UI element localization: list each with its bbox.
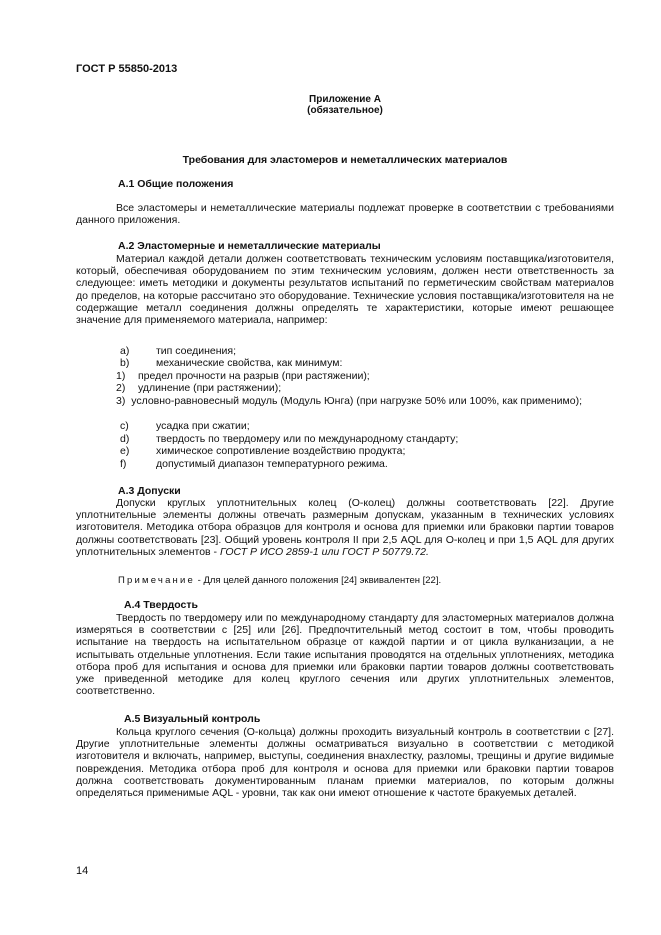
note	[118, 575, 441, 586]
list-text: удлинение (при растяжении);	[138, 382, 282, 394]
section-a5-heading: А.5 Визуальный контроль	[124, 713, 261, 725]
section-a3-text	[76, 497, 614, 558]
list-marker: 3)	[116, 395, 126, 407]
list-marker: 2)	[116, 382, 126, 394]
list-text: усадка при сжатии;	[156, 420, 250, 432]
section-a2-text: Материал каждой детали должен соответствовать техническим условиям поставщика/изготовителя, который, обеспечивая оборудованием по этим техническим условиям, должен нести ответственность за следующее: иметь методики и документы результатов испытаний по герметическим свойствам материалов до пределов, на которые рассчитано это оборудование. Технические условия поставщика/изготовителя на не содержащие металл соединения должны определять те характеристики, которые имеют решающее значение для применяемого материала, например:	[76, 253, 614, 327]
standard-reference: ГОСТ Р ИСО 2859-1	[219, 545, 319, 558]
list-text: условно-равновесный модуль (Модуль Юнга) (при нагрузке 50% или 100%, как применимо);	[131, 395, 583, 407]
list-marker: 1)	[116, 370, 126, 382]
note-label: Примечание	[118, 575, 195, 586]
annex-title: Приложение А	[309, 94, 381, 105]
note-text: - Для целей данного положения [24] эквивалентен [22].	[195, 575, 442, 586]
list-marker: e)	[120, 445, 130, 457]
page-number: 14	[76, 865, 89, 877]
section-a5-text: Кольца круглого сечения (О-кольца) должны проходить визуальный контроль в соответствии с [27]. Другие уплотнительные элементы должны осматриваться визуально в соответствии с методикой изготовителя и включать, например, выступы, соединения внахлестку, разломы, трещины и другие видимые повреждения. Методика отбора проб для контроля и основа для приемки или браковки партии товаров должна соответствовать документированным планам приемки материалов, по которым должны определяться применимые AQL - уровни, так как они имеют отношение к частоте бракуемых деталей.	[76, 726, 614, 800]
annex-status: (обязательное)	[307, 105, 383, 116]
list-text: тип соединения;	[156, 345, 236, 357]
section-a2-heading: А.2 Эластомерные и неметаллические материалы	[118, 240, 381, 252]
list-marker: c)	[120, 420, 129, 432]
section-a3-body: Допуски круглых уплотнительных колец (О-колец) должны соответствовать [22]. Другие уплотнительные элементы должны отвечать размерным допускам, указанным в технических условиях изготовителя. Методика отбора образцов для контроля и основа для приемки или браковки партии товаров должны соответствовать [23]. Общий уровень контроля II при 2,5 AQL для О-колец и при 1,5 AQL для других уплотнительных элементов -	[76, 497, 614, 558]
section-a3-heading: А.3 Допуски	[118, 485, 181, 497]
list-marker: d)	[120, 433, 130, 445]
document-header: ГОСТ Р 55850-2013	[76, 63, 178, 75]
annex-main-title: Требования для эластомеров и неметаллических материалов	[182, 154, 508, 166]
list-text: твердость по твердомеру или по международному стандарту;	[156, 433, 459, 445]
list-item	[76, 395, 614, 407]
annex-title-block	[76, 94, 614, 116]
list-marker: f)	[120, 458, 127, 470]
section-a4-heading: А.4 Твердость	[124, 599, 198, 611]
list-text: химическое сопротивление воздействию продукта;	[156, 445, 406, 457]
list-marker: b)	[120, 357, 130, 369]
standard-reference: ГОСТ Р 50779.72.	[342, 545, 429, 558]
section-a4-text: Твердость по твердомеру или по международному стандарту для эластомерных материалов должна измеряться в соответствии с [25] или [26]. Предпочтительный метод состоит в том, чтобы проводить испытание на твердость на испытательном образце от каждой партии и от цикла вулканизации, а не испытывать отдельные уплотнения. Если такие испытания проводятся на отдельных уплотнениях, методика отбора проб для испытания и основа для приемки или браковки партии товаров должны соответствовать уже приведенной методике для колец круглого сечения или других уплотнительных элементов, соответственно.	[76, 612, 614, 698]
section-a1-heading: А.1 Общие положения	[118, 178, 234, 190]
list-marker: a)	[120, 345, 130, 357]
list-text: предел прочности на разрыв (при растяжении);	[138, 370, 370, 382]
conjunction: или	[318, 545, 343, 558]
section-a1-text: Все эластомеры и неметаллические материалы подлежат проверке в соответствии с требованиями данного приложения.	[76, 202, 614, 227]
list-text: механические свойства, как минимум:	[156, 357, 343, 369]
list-text: допустимый диапазон температурного режима.	[156, 458, 388, 470]
